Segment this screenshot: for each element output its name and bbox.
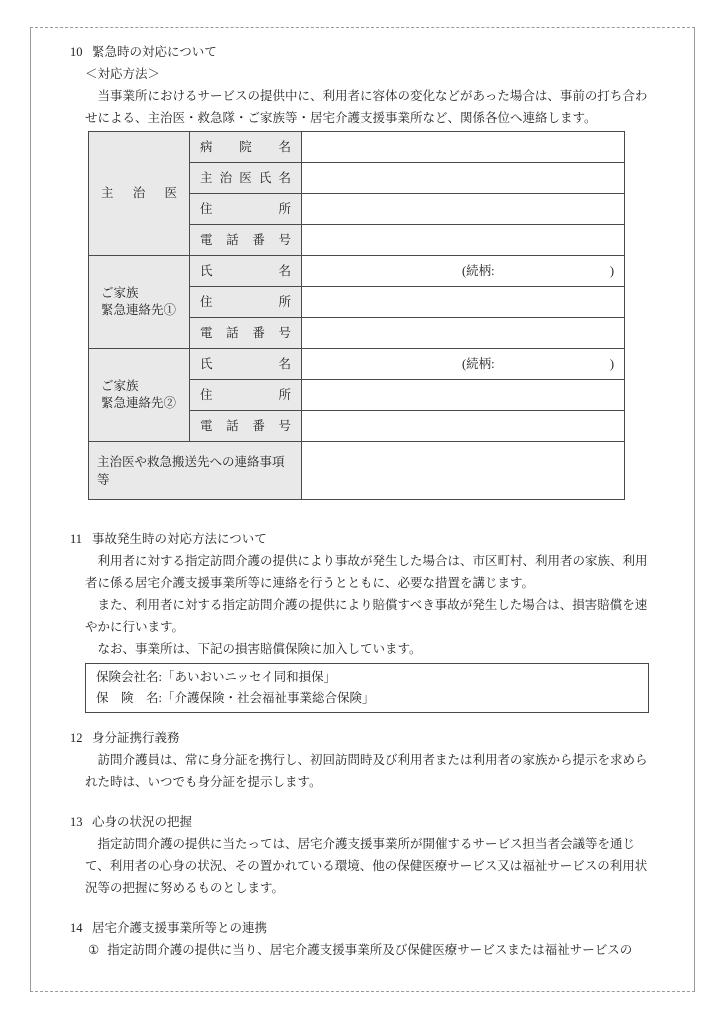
relation-open: (続柄: [462,264,495,278]
table-row [89,256,625,287]
section-number: 14 [70,921,83,935]
section-13-heading [70,811,656,833]
section-10-paragraph: 当事業所におけるサービスの提供中に、利用者に容体の変化などがあった場合は、事前の打ち合わせによる、主治医・救急隊・ご家族等・居宅介護支援事業所など、関係各位へ連絡します。 [85,89,648,125]
item-marker: ① [88,943,100,957]
input-cell-doctor-name [302,163,625,194]
table-row [89,132,625,163]
group-label-line2: 緊急連絡先① [101,303,177,317]
section-11-paragraph-1: 利用者に対する指定訪問介護の提供により事故が発生した場合は、市区町村、利用者の家族、利用者に係る居宅介護支援事業所等に連絡を行うとともに、必要な措置を講じます。 [85,554,648,590]
row-label-address: 住所 [190,287,302,318]
row-label-phone: 電話番号 [190,318,302,349]
section-10-heading [70,41,656,63]
section-number: 10 [70,45,83,59]
relation-field [462,260,614,282]
group-header-family2 [89,349,190,442]
row-label-phone: 電話番号 [190,225,302,256]
row-label-phone: 電話番号 [190,411,302,442]
insurance-policy-line [96,688,638,709]
insurance-company-label: 保険会社名: [96,670,162,684]
relation-close: ) [609,264,614,278]
document-content [70,41,656,961]
group-label-line1: ご家族 [101,286,139,300]
section-title: 緊急時の対応について [92,45,217,59]
row-label-address: 住所 [190,194,302,225]
relation-open: (続柄: [462,357,495,371]
insurance-company-value: 「あいおいニッセイ同和損保」 [161,670,337,684]
section-13-paragraph: 指定訪問介護の提供に当たっては、居宅介護支援事業所が開催するサービス担当者会議等を通じて、利用者の心身の状況、その置かれている環境、他の保健医療サービス又は福祉サービスの利用状況等の把握に努めるものとします。 [85,837,648,895]
insurance-policy-value: 「介護保険・社会福祉事業総合保険」 [161,691,375,705]
section-12-heading [70,727,656,749]
section-10 [70,41,656,500]
row-label-hospital-name: 病院名 [190,132,302,163]
relation-close: ) [609,357,614,371]
section-13 [70,811,656,899]
input-cell-phone [302,225,625,256]
group-label-line2: 緊急連絡先② [101,396,177,410]
row-label-name: 氏名 [190,256,302,287]
input-cell-emergency-notes [302,442,625,500]
section-14-heading [70,917,656,939]
section-title: 事故発生時の対応方法について [92,532,267,546]
group-header-family1 [89,256,190,349]
item-text: 指定訪問介護の提供に当り、居宅介護支援事業所及び保健医療サービスまたは福祉サービスの [107,943,633,957]
input-cell-name [302,256,625,287]
section-11-paragraph-3: なお、事業所は、下記の損害賠償保険に加入しています。 [97,642,422,656]
section-number: 12 [70,731,83,745]
input-cell-phone [302,318,625,349]
section-11 [70,528,656,713]
section-11-paragraph-2: また、利用者に対する指定訪問介護の提供により賠償すべき事故が発生した場合は、損害賠償を速やかに行います。 [85,598,648,634]
section-10-subheading: ＜対応方法＞ [85,67,161,81]
section-11-heading [70,528,656,550]
input-cell-phone [302,411,625,442]
section-number: 13 [70,815,83,829]
group-header-doctor: 主治医 [89,132,190,256]
insurance-policy-label: 保 険 名: [96,691,162,705]
section-14 [70,917,656,961]
group-label-line1: ご家族 [101,379,139,393]
input-cell-hospital-name [302,132,625,163]
row-label-name: 氏名 [190,349,302,380]
section-title: 身分証携行義務 [92,731,180,745]
input-cell-address [302,194,625,225]
table-row [89,442,625,500]
section-number: 11 [70,532,83,546]
section-12-paragraph: 訪問介護員は、常に身分証を携行し、初回訪問時及び利用者または利用者の家族から提示を求められた時は、いつでも身分証を提示します。 [85,753,648,789]
input-cell-name [302,349,625,380]
section-12 [70,727,656,793]
section-title: 居宅介護支援事業所等との連携 [92,921,268,935]
section-title: 心身の状況の把握 [92,815,193,829]
section-14-item-1 [88,939,656,961]
row-label-emergency-notes: 主治医や救急搬送先への連絡事項等 [89,442,302,500]
emergency-contact-table [88,131,625,500]
insurance-company-line [96,667,638,688]
input-cell-address [302,287,625,318]
insurance-info-box [85,663,649,713]
row-label-address: 住所 [190,380,302,411]
relation-field [462,353,614,375]
input-cell-address [302,380,625,411]
row-label-doctor-name: 主治医氏名 [190,163,302,194]
table-row [89,349,625,380]
